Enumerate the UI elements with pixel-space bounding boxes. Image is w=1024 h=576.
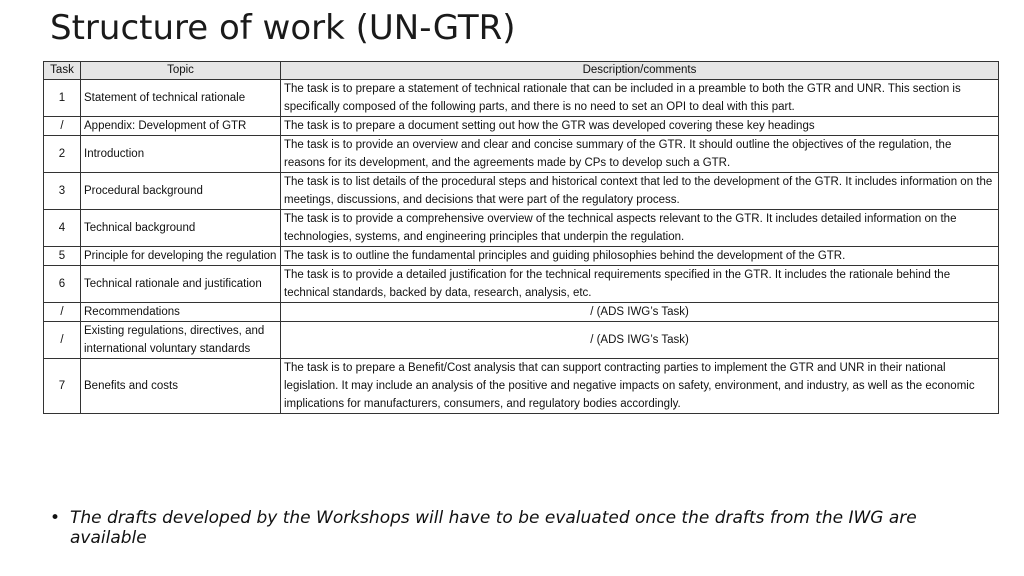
bullet-note — [50, 508, 930, 548]
description-cell: The task is to outline the fundamental principles and guiding philosophies behind the development of the GTR. — [281, 247, 999, 266]
topic-cell: Technical rationale and justification — [81, 266, 281, 303]
bullet-text: The drafts developed by the Workshops will have to be evaluated once the drafts from the IWG are available — [70, 508, 917, 548]
header-description: Description/comments — [281, 62, 999, 80]
description-cell: The task is to prepare a Benefit/Cost analysis that can support contracting parties to implement the GTR and UNR in their national legislation. It may include an analysis of the positive and negative impacts on safety, environment, and industry, as well as the economic implications for manufacturers, consumers, and regulatory bodies accordingly. — [281, 359, 999, 414]
task-cell: 5 — [44, 247, 81, 266]
bullet-marker: • — [50, 508, 61, 528]
task-cell: 4 — [44, 210, 81, 247]
task-cell: 7 — [44, 359, 81, 414]
description-cell: The task is to prepare a document setting out how the GTR was developed covering these key headings — [281, 117, 999, 136]
task-cell: 2 — [44, 136, 81, 173]
table-row — [44, 117, 999, 136]
table-header-row — [44, 62, 999, 80]
topic-cell: Statement of technical rationale — [81, 80, 281, 117]
description-cell: The task is to list details of the procedural steps and historical context that led to the development of the GTR. It includes information on the meetings, discussions, and decisions that were part of the regulatory process. — [281, 173, 999, 210]
structure-table — [43, 61, 999, 414]
topic-cell: Introduction — [81, 136, 281, 173]
task-cell: 6 — [44, 266, 81, 303]
topic-cell: Benefits and costs — [81, 359, 281, 414]
table-row — [44, 80, 999, 117]
table-row — [44, 322, 999, 359]
table-row — [44, 210, 999, 247]
table-row — [44, 136, 999, 173]
header-topic: Topic — [81, 62, 281, 80]
table-row — [44, 359, 999, 414]
topic-cell: Recommendations — [81, 303, 281, 322]
topic-cell: Existing regulations, directives, and international voluntary standards — [81, 322, 281, 359]
page-title: Structure of work (UN-GTR) — [50, 8, 516, 48]
description-cell: The task is to provide a comprehensive overview of the technical aspects relevant to the GTR. It includes detailed information on the technologies, systems, and engineering principles that underpin the regulation. — [281, 210, 999, 247]
description-cell: / (ADS IWG’s Task) — [281, 303, 999, 322]
table-row — [44, 173, 999, 210]
topic-cell: Procedural background — [81, 173, 281, 210]
description-cell: The task is to provide an overview and clear and concise summary of the GTR. It should outline the objectives of the regulation, the reasons for its development, and the agreements made by CPs to develop such a GTR. — [281, 136, 999, 173]
topic-cell: Principle for developing the regulation — [81, 247, 281, 266]
task-cell: / — [44, 322, 81, 359]
description-cell: / (ADS IWG’s Task) — [281, 322, 999, 359]
header-task: Task — [44, 62, 81, 80]
task-cell: 1 — [44, 80, 81, 117]
table-row — [44, 303, 999, 322]
topic-cell: Technical background — [81, 210, 281, 247]
topic-cell: Appendix: Development of GTR — [81, 117, 281, 136]
table-row — [44, 266, 999, 303]
description-cell: The task is to prepare a statement of technical rationale that can be included in a preamble to both the GTR and UNR. This section is specifically composed of the following parts, and there is no need to set an OPI to deal with this part. — [281, 80, 999, 117]
description-cell: The task is to provide a detailed justification for the technical requirements specified in the GTR. It includes the rationale behind the technical standards, backed by data, research, analysis, etc. — [281, 266, 999, 303]
task-cell: 3 — [44, 173, 81, 210]
task-cell: / — [44, 117, 81, 136]
table-row — [44, 247, 999, 266]
task-cell: / — [44, 303, 81, 322]
